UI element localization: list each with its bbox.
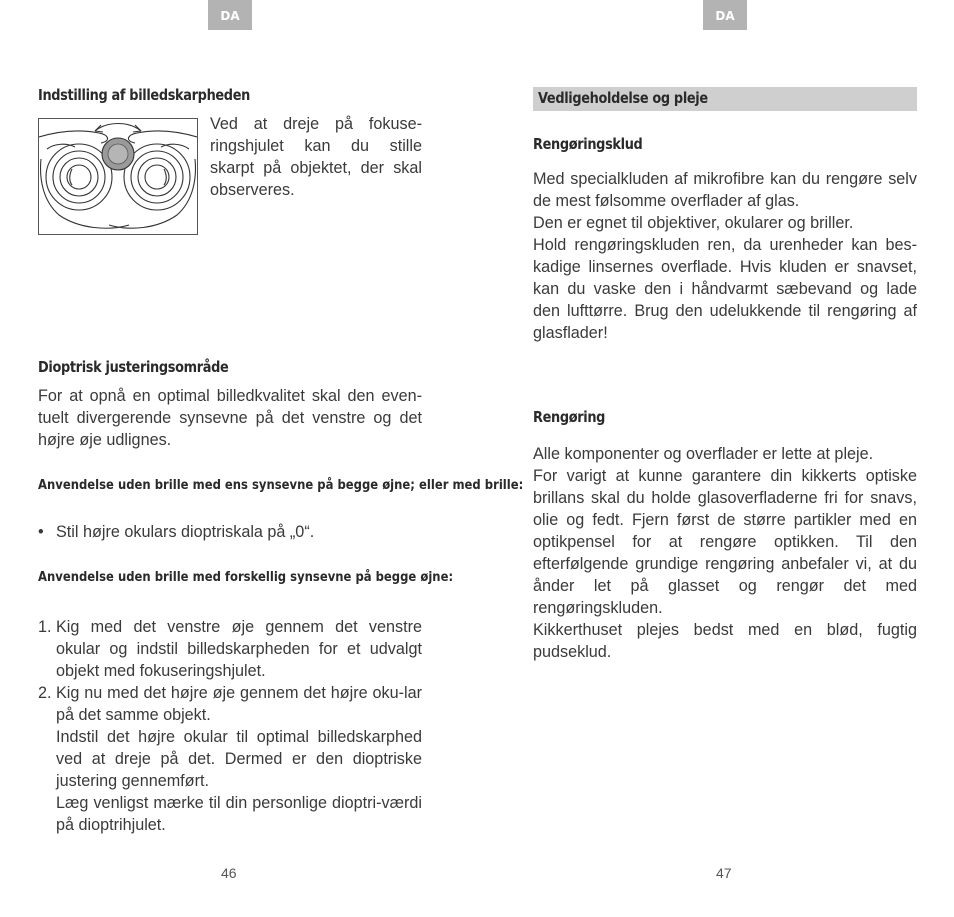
case1-list: [38, 521, 422, 543]
steps-list: [38, 616, 422, 836]
case1-bullet-text: Stil højre okulars dioptriskala på „0“.: [56, 523, 315, 541]
step-text: Kig med det venstre øje gennem det venstre okular og indstil billedskarpheden for et udvalgt objekt med fokuseringshjulet.: [56, 618, 422, 680]
step-text: Læg venligst mærke til din personlige dioptri-værdi på dioptrihjulet.: [56, 794, 422, 834]
cleaning-heading: Rengøring: [533, 408, 606, 426]
list-item: [38, 616, 422, 682]
list-item: [38, 682, 422, 836]
bullet-icon: •: [38, 523, 44, 541]
left-page: [38, 0, 524, 917]
cleaning-text-2: For varigt at kunne garantere din kikkerts optiske brillans skal du holde glasoverfladerne fri for snavs, olie og fedt. Fjern først de større partikler med en optikpensel for at rengøre optikken. Til den efterfølgende grundige rengøring anbefaler vi, at du ånder let på glasset og rengør det med rengøringskluden.: [533, 467, 917, 617]
page-number-left: 46: [221, 865, 237, 881]
cleaning-text-1: Alle komponenter og overflader er lette at pleje.: [533, 445, 874, 463]
language-tab-right: DA: [703, 0, 747, 30]
cloth-heading: Rengøringsklud: [533, 135, 643, 153]
step-text: Indstil det højre okular til optimal billedskarphed ved at dreje på det. Dermed er den dioptriske justering gennemført.: [56, 728, 422, 790]
binocular-focus-wheel-illustration-icon: [38, 118, 198, 235]
diopter-intro: For at opnå en optimal billedkvalitet skal den even-tuelt divergerende synsevne på det venstre og det højre øje udlignes.: [38, 387, 422, 449]
step-number: 2.: [38, 684, 52, 702]
case1-heading: Anvendelse uden brille med ens synsevne på begge øjne; eller med brille:: [38, 477, 524, 493]
right-page: [533, 0, 917, 917]
section-heading: Vedligeholdelse og pleje: [538, 89, 708, 107]
step-number: 1.: [38, 618, 52, 636]
case2-heading: Anvendelse uden brille med forskellig synsevne på begge øjne:: [38, 569, 454, 585]
list-item: [38, 521, 422, 543]
focus-heading: Indstilling af billedskarpheden: [38, 86, 250, 104]
section-band: [533, 87, 917, 111]
language-tab-left: DA: [208, 0, 252, 30]
cleaning-text-3: Kikkerthuset plejes bedst med en blød, fugtig pudseklud.: [533, 621, 917, 661]
page-number-right: 47: [716, 865, 732, 881]
cloth-text-2: Den er egnet til objektiver, okularer og briller.: [533, 214, 854, 232]
diopter-heading: Dioptrisk justeringsområde: [38, 358, 229, 376]
focus-text: Ved at dreje på fokuse-ringshjulet kan du stille skarpt på objektet, der skal observeres.: [210, 115, 422, 199]
cloth-text-3: Hold rengøringskluden ren, da urenheder kan bes-kadige linsernes overflade. Hvis kluden er snavset, kan du vaske den i håndvarmt sæbevand og lade den lufttørre. Brug den udelukkende til rengøring af glasflader!: [533, 236, 917, 342]
cloth-text: Med specialkluden af mikrofibre kan du rengøre selv de mest følsomme overflader af glas.: [533, 170, 917, 210]
step-text: Kig nu med det højre øje gennem det højre oku-lar på det samme objekt.: [56, 684, 422, 724]
